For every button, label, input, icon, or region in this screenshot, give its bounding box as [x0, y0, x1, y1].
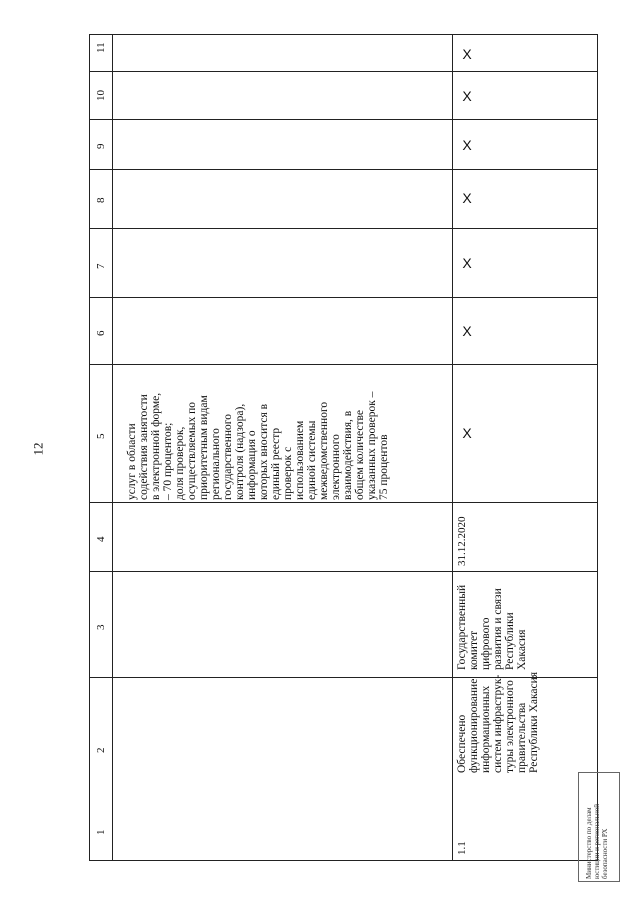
- row-col10-mark: Х: [462, 88, 472, 104]
- column-number-10: 10: [95, 90, 107, 101]
- column-number-9: 9: [95, 143, 107, 149]
- page-number: 12: [30, 442, 46, 456]
- registration-stamp: [578, 772, 620, 882]
- column-separator: [90, 502, 597, 503]
- document-table: [89, 34, 598, 861]
- row-deadline: 31.12.2020: [456, 516, 468, 566]
- column-separator: [90, 119, 597, 120]
- column-number-5: 5: [95, 433, 107, 439]
- row-separator: [112, 35, 113, 860]
- row-executor: Государственный комитет цифрового развития и связи Республики Хакасия: [456, 584, 528, 670]
- column-separator: [90, 228, 597, 229]
- column-number-6: 6: [95, 330, 107, 336]
- column-number-8: 8: [95, 197, 107, 203]
- row-separator: [452, 35, 453, 860]
- column-number-4: 4: [95, 536, 107, 542]
- column-number-11: 11: [95, 42, 107, 53]
- row-col5-mark: Х: [462, 425, 472, 441]
- column-separator: [90, 364, 597, 365]
- column-separator: [90, 297, 597, 298]
- column-number-1: 1: [95, 829, 107, 835]
- row-col9-mark: Х: [462, 137, 472, 153]
- row-col8-mark: Х: [462, 190, 472, 206]
- continued-indicators-text: услуг в области содействия занятости в электронной форме, – 70 процентов; доля проверок, осуществляемых по приоритетным видам регионального государственного контроля (надзора), информация о которых вносится в единый реестр проверок с использованием единой системы межведомственного электронного взаимодействия, в общем количестве указанных проверок – 75 процентов: [126, 391, 390, 500]
- row-name: Обеспечено функционирование информационных систем инфраструк- туры электронного правительства Республики Хакасия: [456, 671, 540, 773]
- row-col6-mark: Х: [462, 323, 472, 339]
- row-number: 1.1: [456, 841, 468, 855]
- stamp-text: Министерство по делам юстиции и региональной безопасности РХ: [585, 804, 609, 879]
- column-separator: [90, 169, 597, 170]
- column-separator: [90, 71, 597, 72]
- row-col7-mark: Х: [462, 255, 472, 271]
- column-number-2: 2: [95, 747, 107, 753]
- row-col11-mark: Х: [462, 46, 472, 62]
- column-number-3: 3: [95, 624, 107, 630]
- column-number-7: 7: [95, 263, 107, 269]
